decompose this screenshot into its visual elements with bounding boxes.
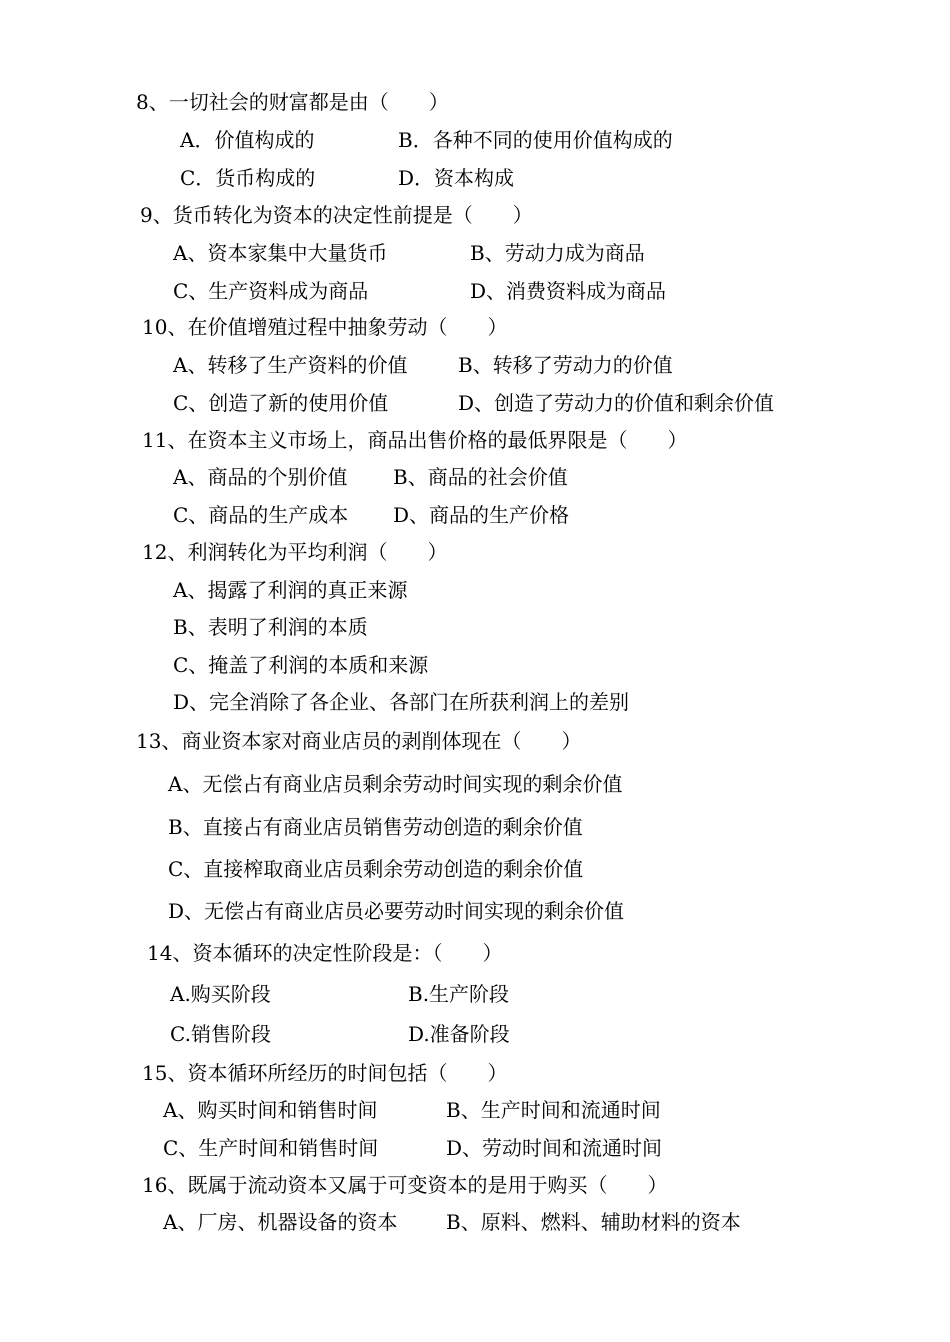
- question-15-option-d: D、劳动时间和流通时间: [446, 1136, 663, 1160]
- question-12-option-d: D、完全消除了各企业、各部门在所获利润上的差别: [173, 690, 630, 714]
- question-14-option-c: C.销售阶段: [170, 1022, 271, 1046]
- question-10-option-d: D、创造了劳动力的价值和剩余价值: [458, 391, 775, 415]
- question-15-stem: 15、资本循环所经历的时间包括（ ）: [142, 1061, 508, 1085]
- question-11-option-b: B、商品的社会价值: [393, 465, 568, 489]
- question-10-option-c: C、创造了新的使用价值: [173, 391, 389, 415]
- question-11-option-c: C、商品的生产成本: [173, 503, 349, 527]
- question-12-option-b: B、表明了利润的本质: [173, 615, 368, 639]
- question-11-stem: 11、在资本主义市场上，商品出售价格的最低界限是（ ）: [142, 428, 688, 452]
- question-14-stem: 14、资本循环的决定性阶段是：（ ）: [147, 941, 503, 965]
- question-9-option-b: B、劳动力成为商品: [470, 241, 645, 265]
- question-8-option-d: D．资本构成: [398, 166, 515, 190]
- question-8-option-c: C．货币构成的: [180, 166, 316, 190]
- question-13-option-d: D、无偿占有商业店员必要劳动时间实现的剩余价值: [168, 899, 625, 923]
- question-10-option-a: A、转移了生产资料的价值: [173, 353, 408, 377]
- question-14-option-d: D.准备阶段: [408, 1022, 510, 1046]
- question-15-option-a: A、购买时间和销售时间: [163, 1098, 378, 1122]
- question-16-stem: 16、既属于流动资本又属于可变资本的是用于购买（ ）: [142, 1173, 668, 1197]
- question-16-option-b: B、原料、燃料、辅助材料的资本: [446, 1210, 741, 1234]
- question-10-stem: 10、在价值增殖过程中抽象劳动（ ）: [142, 315, 508, 339]
- question-8-option-b: B．各种不同的使用价值构成的: [398, 128, 673, 152]
- question-11-option-a: A、商品的个别价值: [173, 465, 348, 489]
- question-14-option-b: B.生产阶段: [408, 982, 510, 1006]
- question-9-option-a: A、资本家集中大量货币: [173, 241, 388, 265]
- question-15-option-c: C、生产时间和销售时间: [163, 1136, 379, 1160]
- question-11-option-d: D、商品的生产价格: [393, 503, 570, 527]
- question-12-stem: 12、利润转化为平均利润（ ）: [142, 540, 448, 564]
- question-12-option-c: C、掩盖了利润的本质和来源: [173, 653, 429, 677]
- question-9-stem: 9、货币转化为资本的决定性前提是（ ）: [140, 203, 533, 227]
- question-13-option-c: C、直接榨取商业店员剩余劳动创造的剩余价值: [168, 857, 584, 881]
- question-8-stem: 8、一切社会的财富都是由（ ）: [136, 90, 449, 114]
- question-13-option-b: B、直接占有商业店员销售劳动创造的剩余价值: [168, 815, 583, 839]
- question-10-option-b: B、转移了劳动力的价值: [458, 353, 673, 377]
- question-14-option-a: A.购买阶段: [170, 982, 271, 1006]
- question-13-stem: 13、商业资本家对商业店员的剥削体现在（ ）: [136, 729, 582, 753]
- question-13-option-a: A、无偿占有商业店员剩余劳动时间实现的剩余价值: [168, 772, 623, 796]
- question-8-option-a: A．价值构成的: [180, 128, 315, 152]
- question-16-option-a: A、厂房、机器设备的资本: [163, 1210, 398, 1234]
- question-12-option-a: A、揭露了利润的真正来源: [173, 578, 408, 602]
- question-9-option-d: D、消费资料成为商品: [470, 279, 667, 303]
- question-15-option-b: B、生产时间和流通时间: [446, 1098, 661, 1122]
- question-9-option-c: C、生产资料成为商品: [173, 279, 369, 303]
